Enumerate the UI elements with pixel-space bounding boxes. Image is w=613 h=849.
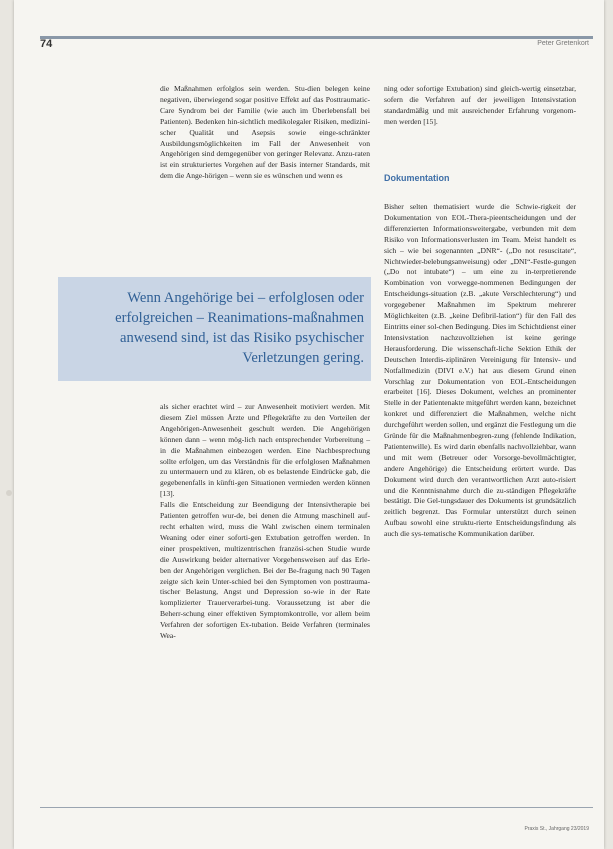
- page-number: 74: [40, 38, 53, 50]
- paragraph: ning oder sofortige Extubation) sind gleich-wertig einsetzbar, sofern die Verfahren auf der jeweiligen Intensivstation standardmäßig und mit ausreichender Erfahrung vorgenom-men werden [15].: [384, 84, 576, 126]
- paragraph: als sicher erachtet wird – zur Anwesenheit motiviert werden. Mit diesem Ziel müssen Ärzte und Pflegekräfte zu den Vorteilen der Angehörigen-Anwesenheit geschult werden. Die Angehörigen können dann – wenn mög-lich nach entsprechender Vorbereitung – in die Maßnahmen einbezogen werden. Eine Nachbesprechung sollte erfolgen, um das Verständnis für die erfolglosen Maßnahmen zu untermauern und zu klären, ob es belastende Eindrücke gab, die gegebenenfalls in künfti-gen Situationen vermieden werden können [13].: [160, 402, 370, 499]
- right-column-top: [384, 84, 576, 128]
- footer-rule: [40, 807, 593, 808]
- paragraph: die Maßnahmen erfolglos sein werden. Stu-dien belegen keine negativen, überwiegend sogar positive Effekt auf das Posttraumatic-Care Syndrom bei der Familie (wie auch im Überlebensfall bei Patienten). Bedenken hin-sichtlich medikolegaler Risiken, medizini-scher Qualität und Asepsis sowie einge-schränkter Ausbildungsmöglichkeiten im Fall der Anwesenheit von Angehörigen sind demgegenüber von geringer Relevanz. Anzu-raten ist ein strukturiertes Vorgehen auf der Basis interner Standards, mit dem die Ange-hörigen – wenn sie es wünschen und wenn es: [160, 84, 370, 181]
- paragraph: Falls die Entscheidung zur Beendigung der Intensivtherapie bei Patienten getroffen wur-de, bei denen die Atmung maschinell auf-recht erhalten wird, muss die Wahl zwischen einem terminalen Weaning oder einer soforti-gen Extubation getroffen werden. In einer prospektiven, multizentrischen französi-schen Studie wurde die Auswirkung beider alternativer Vorgehensweisen auf das Erle-ben der Angehörigen verglichen. Bei der Be-fragung nach 90 Tagen zeigte sich kein Unter-schied bei den Symptomen von posttrauma-tischer Belastung, Angst und Depression so-wie in der Rate komplizierter Trauerverarbei-tung. Voraussetzung ist aber die Beherr-schung einer effektiven Symptomkontrolle, vor allem beim Verfahren der sofortigen Ex-tubation. Beide Verfahren (terminales Wea-: [160, 500, 370, 641]
- pullquote-text: Wenn Angehörige bei – erfolglosen oder erfolgreichen – Reanimations-maßnahmen anwesend sind, ist das Risiko psychischer Verletzungen gering.: [115, 290, 364, 366]
- left-column-top: [160, 84, 370, 182]
- paragraph: Bisher selten thematisiert wurde die Schwie-rigkeit der Dokumentation von EOL-Thera-pieentscheidungen und der differenzierten Informationsweitergabe, verbunden mit dem Risiko von Informationsverlusten im Team. Meist handelt es sich – wie bei sogenannten „DNR“- („Do not resuscitate“, Nichtwieder-belebungsanweisung) oder „DNI“-Festle-gungen („Do not intubate“) – um eine zu in-terpretierende Kombination von vorwegge-nommenen Bedingungen der Entscheidungs-situation (z.B. „akute Verschlechterung“) und vorgegebener Maßnahmen im Spektrum mehrerer Möglichkeiten (z.B. „keine Defibril-lation“) für den Fall des Eintritts einer sol-chen Bedingung. Dies im Schichtdienst einer Intensivstation nachzuvollziehen ist keine geringe Herausforderung. Die wissenschaft-liche Sektion Ethik der Deutschen Interdis-ziplinären Vereinigung für Intensiv- und Notfallmedizin (DIVI e.V.) hat aus diesem Grund einen Vorschlag zur Dokumentation von EOL-Entscheidungen erarbeitet [16]. Dieses Dokument, welches an prominenter Stelle in der Patientenakte mitgeführt werden kann, bezeichnet konkret und differenziert die Maßnahmen, welche nicht durchgeführt werden sollen, und ergänzt die Festlegung um die Gründe für die Maßnahmenbegren-zung (fehlende Indikation, Patientenwille). Es wird darin ebenfalls nachvollziehbar, wann und mit wem (Betreuer oder Vorsorge-bevollmächtigter, andere Angehörige) die Entscheidung erörtert wurde. Das Dokument wird durch den verantwortlichen Arzt auto-risiert und die Kenntnisnahme durch die zu-ständigen Pflegekräfte bestätigt. Die Gel-tungsdauer des Dokuments ist grundsätzlich zeitlich begrenzt. Das Formular unterstützt durch seinen Aufbau sowohl eine struktu-rierte Entscheidungsfindung als auch die sys-tematische Kommunikation darüber.: [384, 202, 576, 539]
- right-column-body: [384, 202, 576, 540]
- header-rule: [40, 36, 593, 39]
- punch-hole: [6, 490, 12, 496]
- section-heading: Dokumentation: [384, 173, 450, 183]
- left-column-bottom: [160, 402, 370, 642]
- running-head: Peter Gretenkort: [537, 40, 589, 47]
- footer-citation: Praxis St., Jahrgang 23/2019: [524, 826, 589, 832]
